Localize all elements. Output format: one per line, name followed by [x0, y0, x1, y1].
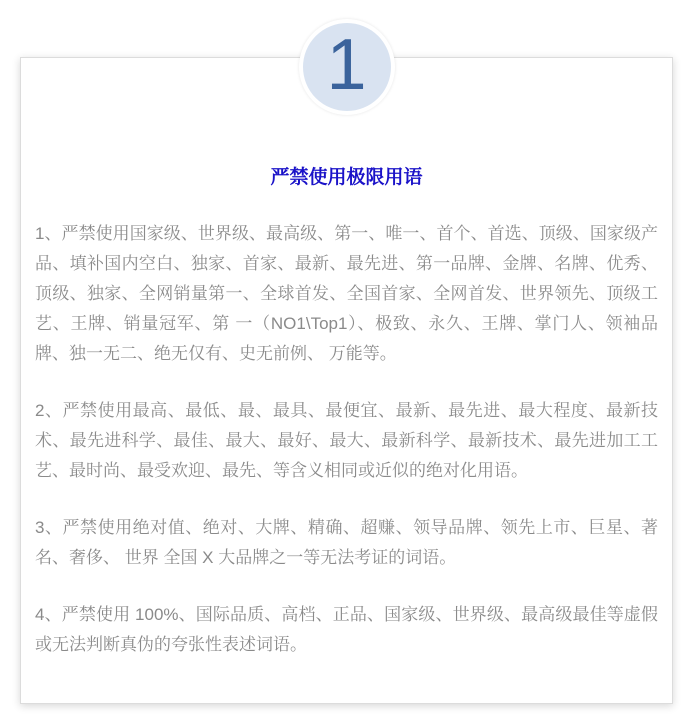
step-number: 1 — [326, 25, 367, 105]
notice-card — [20, 25, 673, 704]
step-number-badge — [299, 19, 395, 115]
card-content — [21, 58, 672, 660]
rule-paragraph-3: 3、严禁使用绝对值、绝对、大牌、精确、超赚、领导品牌、领先上市、巨星、著名、奢侈、 世界 全国 X 大品牌之一等无法考证的词语。 — [35, 518, 658, 567]
rule-paragraph-1: 1、严禁使用国家级、世界级、最高级、第一、唯一、首个、首选、顶级、国家级产品、填补国内空白、独家、首家、最新、最先进、第一品牌、金牌、名牌、优秀、顶级、独家、全网销量第一、全球首发、全国首家、全网首发、世界领先、顶级工艺、王牌、销量冠军、第 一（NO1\Top1）、极致、永久、王牌、掌门人、领袖品牌、独一无二、绝无仅有、史无前例、 万能等。 — [35, 224, 658, 363]
rules-list — [35, 189, 658, 660]
rule-paragraph-4: 4、严禁使用 100%、国际品质、高档、正品、国家级、世界级、最高级最佳等虚假或无法判断真伪的夸张性表述词语。 — [35, 605, 658, 654]
notice-title: 严禁使用极限用语 — [270, 167, 423, 188]
rule-paragraph-2: 2、严禁使用最高、最低、最、最具、最便宜、最新、最先进、最大程度、最新技术、最先进科学、最佳、最大、最好、最大、最新科学、最新技术、最先进加工工艺、最时尚、最受欢迎、最先、等含义相同或近似的绝对化用语。 — [35, 401, 658, 480]
